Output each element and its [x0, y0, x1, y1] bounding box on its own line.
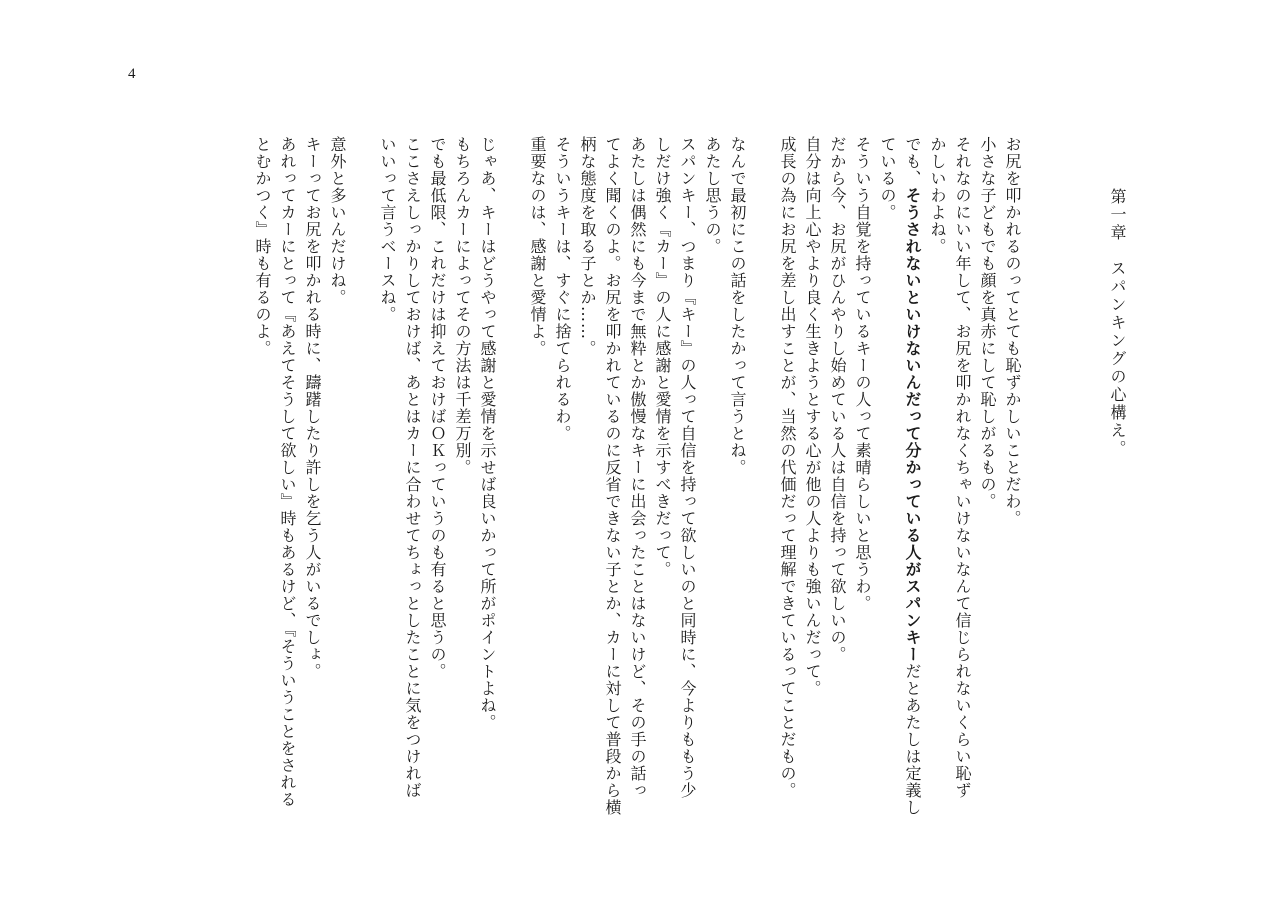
- page-body: [130, 136, 1130, 836]
- text-line: [650, 136, 675, 836]
- text-line: [300, 136, 325, 836]
- text-line: [525, 136, 550, 836]
- text-segment: キーってお尻を叩かれる時に、躊躇したり許しを乞う人がいるでしょ。: [303, 136, 322, 680]
- text-segment: あれってカーにとって『あえてそうして欲しい』時もあるけど、『そういうことをされる: [278, 136, 297, 808]
- text-line: [400, 136, 425, 836]
- text-line: [475, 136, 500, 836]
- text-line: [700, 136, 725, 836]
- text-segment: スパンキー、つまり『キー』の人って自信を持って欲しいのと同時に、今よりももう少: [678, 136, 697, 799]
- paragraph: [375, 136, 500, 836]
- text-line: [925, 136, 950, 836]
- text-line: [800, 136, 825, 836]
- text-segment: もちろんカーによってその方法は千差万別。: [453, 136, 472, 476]
- paragraph: [525, 136, 750, 836]
- text-line: [625, 136, 650, 836]
- text-segment: でも最低限、これだけは抑えておけばＯＫっていうのも有ると思うの。: [428, 136, 447, 680]
- text-line: [550, 136, 575, 836]
- text-line: [975, 136, 1000, 836]
- text-segment: でも、: [903, 136, 922, 187]
- text-line: [450, 136, 475, 836]
- text-segment: そういうキーは、すぐに捨てられるわ。: [553, 136, 572, 442]
- page-number: 4: [128, 66, 136, 82]
- paragraph: [775, 136, 1025, 836]
- text-segment: あたしは偶然にも今まで無粋とか傲慢なキーに出会ったことはないけど、その手の話っ: [628, 136, 647, 799]
- emphasis-text: そうされないといけないんだって分かっている人がスパンキー: [903, 187, 922, 663]
- text-segment: かしいわよね。: [928, 136, 947, 255]
- text-segment: 小さな子どもでも顔を真赤にして恥しがるもの。: [978, 136, 997, 510]
- text-line: [950, 136, 975, 836]
- text-segment: あたし思うの。: [703, 136, 722, 255]
- text-line: [425, 136, 450, 836]
- text-segment: てよく聞くのよ。お尻を叩かれているのに反省できない子とか、カーに対して普段から横: [603, 136, 622, 816]
- text-line: [675, 136, 700, 836]
- text-segment: いいって言うベースね。: [378, 136, 397, 323]
- text-line: [850, 136, 875, 836]
- text-segment: だとあたしは定義し: [903, 663, 922, 816]
- text-line: [825, 136, 850, 836]
- paragraph: [250, 136, 350, 836]
- text-line: [575, 136, 600, 836]
- text-line: [775, 136, 800, 836]
- text-segment: ているの。: [878, 136, 897, 221]
- text-line: [375, 136, 400, 836]
- text-line: [1000, 136, 1025, 836]
- text-line: [900, 136, 925, 836]
- text-segment: 自分は向上心やより良く生きようとする心が他の人よりも強いんだって。: [803, 136, 822, 697]
- text-line: [325, 136, 350, 836]
- text-segment: 成長の為にお尻を差し出すことが、当然の代価だって理解できているってことだもの。: [778, 136, 797, 799]
- text-line: [275, 136, 300, 836]
- text-segment: 柄な態度を取る子とか……。: [578, 136, 597, 357]
- title-spacer: [1025, 136, 1105, 836]
- text-segment: しだけ強く『カー』の人に感謝と愛情を示すべきだって。: [653, 136, 672, 578]
- text-segment: 意外と多いんだけね。: [328, 136, 347, 306]
- text-segment: じゃあ、キーはどうやって感謝と愛情を示せば良いかって所がポイントよね。: [478, 136, 497, 731]
- chapter-title: 第一章 スパンキングの心構え。: [1108, 188, 1127, 458]
- text-line: [725, 136, 750, 836]
- text-segment: それなのにいい年して、お尻を叩かれなくちゃいけないなんて信じられないくらい恥ず: [953, 136, 972, 799]
- text-line: [875, 136, 900, 836]
- text-segment: そういう自覚を持っているキーの人って素晴らしいと思うわ。: [853, 136, 872, 612]
- text-segment: とむかつく』時も有るのよ。: [253, 136, 272, 357]
- text-segment: だから今、お尻がひんやりし始めている人は自信を持って欲しいの。: [828, 136, 847, 663]
- text-segment: なんで最初にこの話をしたかって言うとね。: [728, 136, 747, 476]
- text-segment: ここさえしっかりしておけば、あとはカーに合わせてちょっとしたことに気をつければ: [403, 136, 422, 799]
- text-line: [250, 136, 275, 836]
- text-line: [600, 136, 625, 836]
- text-segment: お尻を叩かれるのってとても恥ずかしいことだわ。: [1003, 136, 1022, 527]
- text-segment: 重要なのは、感謝と愛情よ。: [528, 136, 547, 357]
